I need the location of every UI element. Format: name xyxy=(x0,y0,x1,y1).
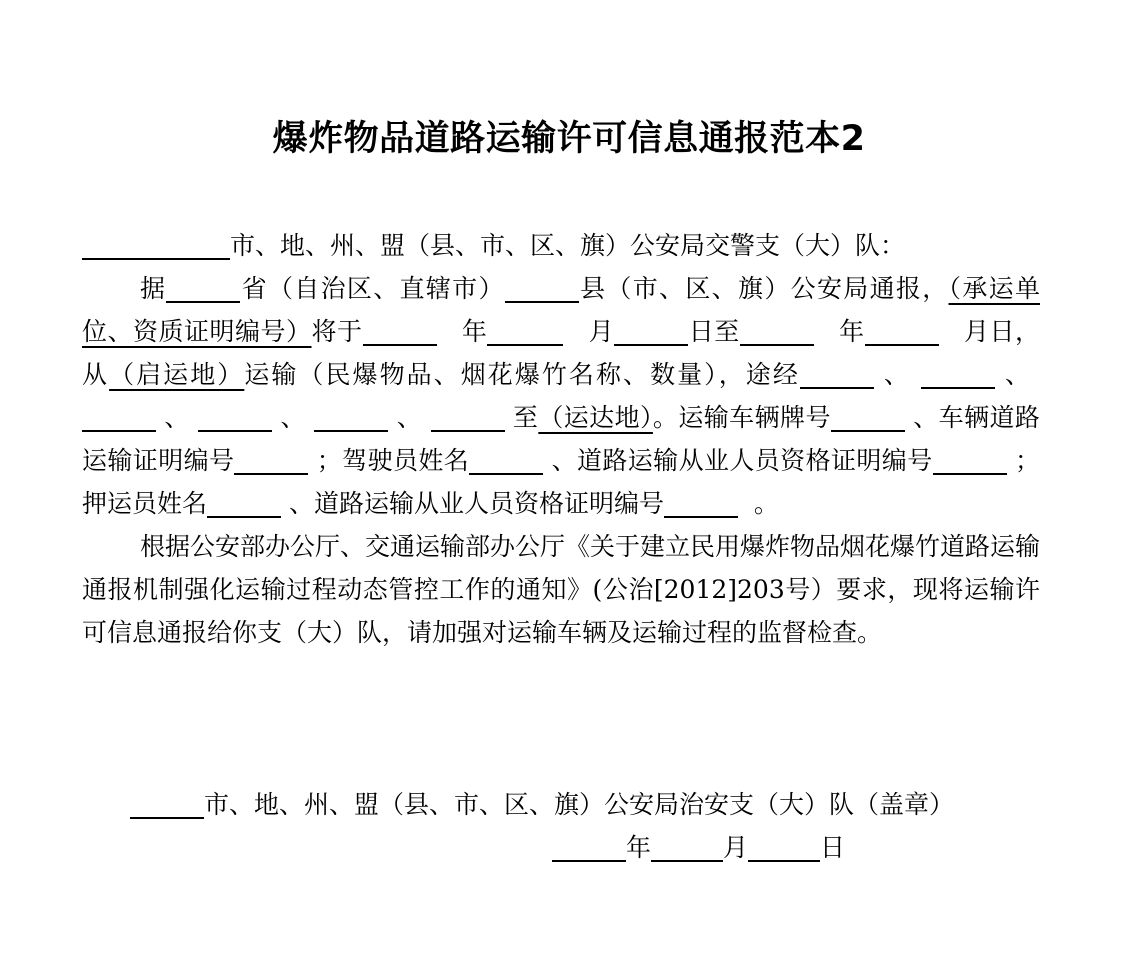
text-segment: 至 xyxy=(512,403,539,432)
text-segment: 年 xyxy=(839,317,865,346)
text-segment: 。运输车辆牌号 xyxy=(652,403,831,432)
via-blank-4[interactable] xyxy=(198,400,272,432)
via-blank-6[interactable] xyxy=(431,400,505,432)
text-segment: 、车辆道路运输证明编号 xyxy=(82,403,1040,475)
escort-cert-blank[interactable] xyxy=(664,486,738,518)
document-body xyxy=(82,224,1040,654)
date-year-blank[interactable] xyxy=(552,830,626,862)
signature-text: 市、地、州、盟（县、市、区、旗）公安局治安支（大）队（盖章） xyxy=(204,790,955,819)
text-segment: 、 xyxy=(396,403,423,432)
addressee-text: 市、地、州、盟（县、市、区、旗）公安局交警支（大）队： xyxy=(230,231,906,260)
text-segment: 。 xyxy=(753,489,779,518)
date-year-label: 年 xyxy=(626,833,652,862)
text-segment: 县（市、区、旗）公安局通报， xyxy=(578,274,949,303)
driver-name-blank[interactable] xyxy=(469,443,543,475)
date-day-blank[interactable] xyxy=(748,830,820,862)
text-segment: 、 xyxy=(164,403,190,432)
origin-placeholder: （启运地） xyxy=(109,360,245,389)
vehicle-permit-blank[interactable] xyxy=(234,443,308,475)
date-day-label: 日 xyxy=(820,833,846,862)
text-segment: 、道路运输从业人员资格证明编号 xyxy=(288,489,664,518)
start-month-blank[interactable] xyxy=(487,314,563,346)
text-segment: 年 xyxy=(461,317,488,346)
plate-number-blank[interactable] xyxy=(831,400,905,432)
addressee-line xyxy=(82,224,1040,267)
date-month-label: 月 xyxy=(723,833,749,862)
carrier-placeholder: （承运单位、资质证明编号） xyxy=(82,274,1040,346)
province-blank[interactable] xyxy=(166,271,240,303)
text-segment: 日至 xyxy=(688,317,740,346)
text-segment: 将于 xyxy=(311,317,363,346)
document-title: 爆炸物品道路运输许可信息通报范本2 xyxy=(272,119,866,159)
text-segment: ；押运员姓名 xyxy=(82,446,1040,518)
text-segment: 、 xyxy=(1004,360,1033,389)
escort-name-blank[interactable] xyxy=(207,486,281,518)
via-blank-2[interactable] xyxy=(921,357,995,389)
date-month-blank[interactable] xyxy=(651,830,723,862)
text-segment: 据 xyxy=(140,274,167,303)
via-blank-3[interactable] xyxy=(82,400,156,432)
text-segment: 月 xyxy=(963,317,990,346)
end-month-blank[interactable] xyxy=(865,314,939,346)
end-year-blank[interactable] xyxy=(740,314,814,346)
via-blank-5[interactable] xyxy=(314,400,388,432)
text-segment: ；驾驶员姓名 xyxy=(316,446,470,475)
notice-paragraph xyxy=(82,267,1040,525)
county-blank[interactable] xyxy=(505,271,579,303)
text-segment: 运输（民爆物品、烟花爆竹名称、数量），途经 xyxy=(244,360,800,389)
text-segment: 月 xyxy=(588,317,615,346)
signature-blank[interactable] xyxy=(130,787,204,819)
driver-cert-blank[interactable] xyxy=(933,443,1007,475)
text-segment: 、 xyxy=(280,403,306,432)
signature-line xyxy=(130,783,954,826)
text-segment: 、道路运输从业人员资格证明编号 xyxy=(551,446,933,475)
date-line xyxy=(552,826,845,869)
basis-paragraph: 根据公安部办公厅、交通运输部办公厅《关于建立民用爆炸物品烟花爆竹道路运输通报机制强化运输过程动态管控工作的通知》(公治[2012]203号）要求，现将运输许可信息通报给你支（大）队，请加强对运输车辆及运输过程的监督检查。 xyxy=(82,532,1041,647)
start-day-blank[interactable] xyxy=(614,314,688,346)
addressee-blank[interactable] xyxy=(82,228,230,260)
start-year-blank[interactable] xyxy=(363,314,437,346)
text-segment: 日，从 xyxy=(82,317,1040,389)
via-blank-1[interactable] xyxy=(800,357,874,389)
text-segment: 、 xyxy=(883,360,911,389)
destination-placeholder: （运达地） xyxy=(538,403,653,432)
text-segment: 省（自治区、直辖市） xyxy=(240,274,505,303)
